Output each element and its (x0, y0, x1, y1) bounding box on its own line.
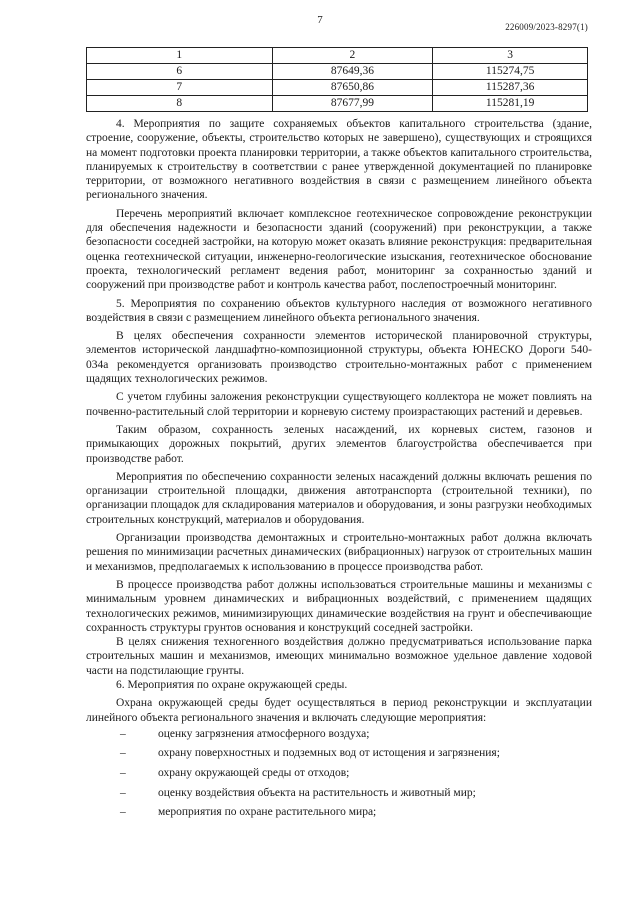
list-dash: – (120, 767, 126, 780)
environment-protection-intro-paragraph: Охрана окружающей среды будет осуществляться в период реконструкции и эксплуатации линейного объекта регионального значения и включать следующие мероприятия: (86, 697, 592, 724)
section-6-heading-paragraph: 6. Мероприятия по охране окружающей среды. (116, 678, 348, 691)
table-row (87, 96, 588, 112)
document-body (86, 117, 592, 823)
section-4-heading-paragraph: 4. Мероприятия по защите сохраняемых объектов капитального строительства (здание, строение, сооружение, объекты, строительство которых не завершено), существующих и строящихся на момент подготовки проекта планировки территории, а также объектов капитального строительства, планируемых к строительству в соответствии с ранее утвержденной документацией по планировке территории, от возможного негативного воздействия в связи с размещением линейного объекта регионального значения. (86, 118, 592, 202)
table-header-cell: 3 (433, 48, 588, 64)
list-item: – мероприятия по охране растительного мира; (86, 803, 592, 823)
point-number-cell: 7 (87, 80, 273, 96)
y-coordinate-cell: 115287,36 (433, 80, 588, 96)
technogenic-impact-paragraph: В целях снижения техногенного воздействия должно предусматриваться использование парка строительных машин и механизмов, имеющих минимально возможное удельное давление ходовой части на подстилающие грунты. (86, 636, 592, 677)
list-dash: – (120, 786, 126, 799)
list-item: – оценку воздействия объекта на растительность и животный мир; (86, 784, 592, 804)
y-coordinate-cell: 115281,19 (433, 96, 588, 112)
environmental-measures-list (86, 725, 592, 823)
dynamic-loads-paragraph: Организации производства демонтажных и строительно-монтажных работ должна включать решения по минимизации расчетных динамических (вибрационных) нагрузок от строительных машин и механизмов, предполагаемых к использованию в процессе производства работ. (86, 532, 592, 573)
list-dash: – (120, 727, 126, 740)
heritage-preservation-paragraph: В целях обеспечения сохранности элементов исторической планировочной структуры, элементов исторической ландшафтно-композиционной структуры, объекта ЮНЕСКО Дороги 540-034а рекомендуется организовать производство строительно-монтажных работ с применением щадящих технологических режимов. (86, 330, 592, 386)
point-number-cell: 6 (87, 64, 273, 80)
collector-depth-paragraph: С учетом глубины заложения реконструкции существующего коллектора не может повлиять на почвенно-растительный слой территории и корневую систему произрастающих растений и деревьев. (86, 391, 592, 418)
coordinates-table (86, 47, 588, 112)
geotechnical-measures-paragraph: Перечень мероприятий включает комплексное геотехническое сопровождение реконструкции для обеспечения надежности и безопасности зданий (сооружений) при реконструкции, а также безопасности соседней застройки, на которую может оказать влияние реконструкция: предварительная оценка геотехнической ситуации, инженерно-геологические изыскания, геотехническое обоснование проекта, технологический регламент ведения работ, мониторинг за сохранностью зданий и сооружений при производстве работ и контроль качества работ, послепостроечный мониторинг. (86, 207, 592, 292)
list-item: – охрану окружающей среды от отходов; (86, 764, 592, 784)
point-number-cell: 8 (87, 96, 273, 112)
x-coordinate-cell: 87677,99 (272, 96, 433, 112)
section-5-heading-paragraph: 5. Мероприятия по сохранению объектов культурного наследия от возможного негативного воздействия в связи с размещением линейного объекта регионального значения. (86, 297, 592, 324)
table-header-cell: 2 (272, 48, 433, 64)
table-row (87, 64, 588, 80)
machinery-requirements-paragraph: В процессе производства работ должны использоваться строительные машины и механизмы с минимальным уровнем динамических и вибрационных воздействий, с применением щадящих технологических режимов, минимизирующих динамические воздействия на грунт и обеспечивающие сохранность структуры грунтов основания и конструкций соседней застройки. (86, 578, 592, 634)
page-number: 7 (317, 14, 323, 26)
table-header-row (87, 48, 588, 64)
list-item: – охрану поверхностных и подземных вод от истощения и загрязнения; (86, 744, 592, 764)
green-spaces-measures-paragraph: Мероприятия по обеспечению сохранности зеленых насаждений должны включать решения по организации строительной площадки, движения автотранспорта (строительной техники), по организации площадок для складирования материалов и оборудования, и зоны разгрузки необходимых строительных конструкций, материалов и оборудования. (86, 470, 592, 526)
x-coordinate-cell: 87649,36 (272, 64, 433, 80)
list-dash: – (120, 806, 126, 819)
table-header-cell: 1 (87, 48, 273, 64)
y-coordinate-cell: 115274,75 (433, 64, 588, 80)
x-coordinate-cell: 87650,86 (272, 80, 433, 96)
list-dash: – (120, 747, 126, 760)
green-spaces-conclusion-paragraph: Таким образом, сохранность зеленых насаждений, их корневых систем, газонов и примыкающих дорожных покрытий, других элементов благоустройства обеспечивается при производстве работ. (86, 423, 592, 465)
list-item: – оценку загрязнения атмосферного воздуха; (86, 725, 592, 745)
document-number: 226009/2023-8297(1) (505, 22, 588, 32)
table-row (87, 80, 588, 96)
